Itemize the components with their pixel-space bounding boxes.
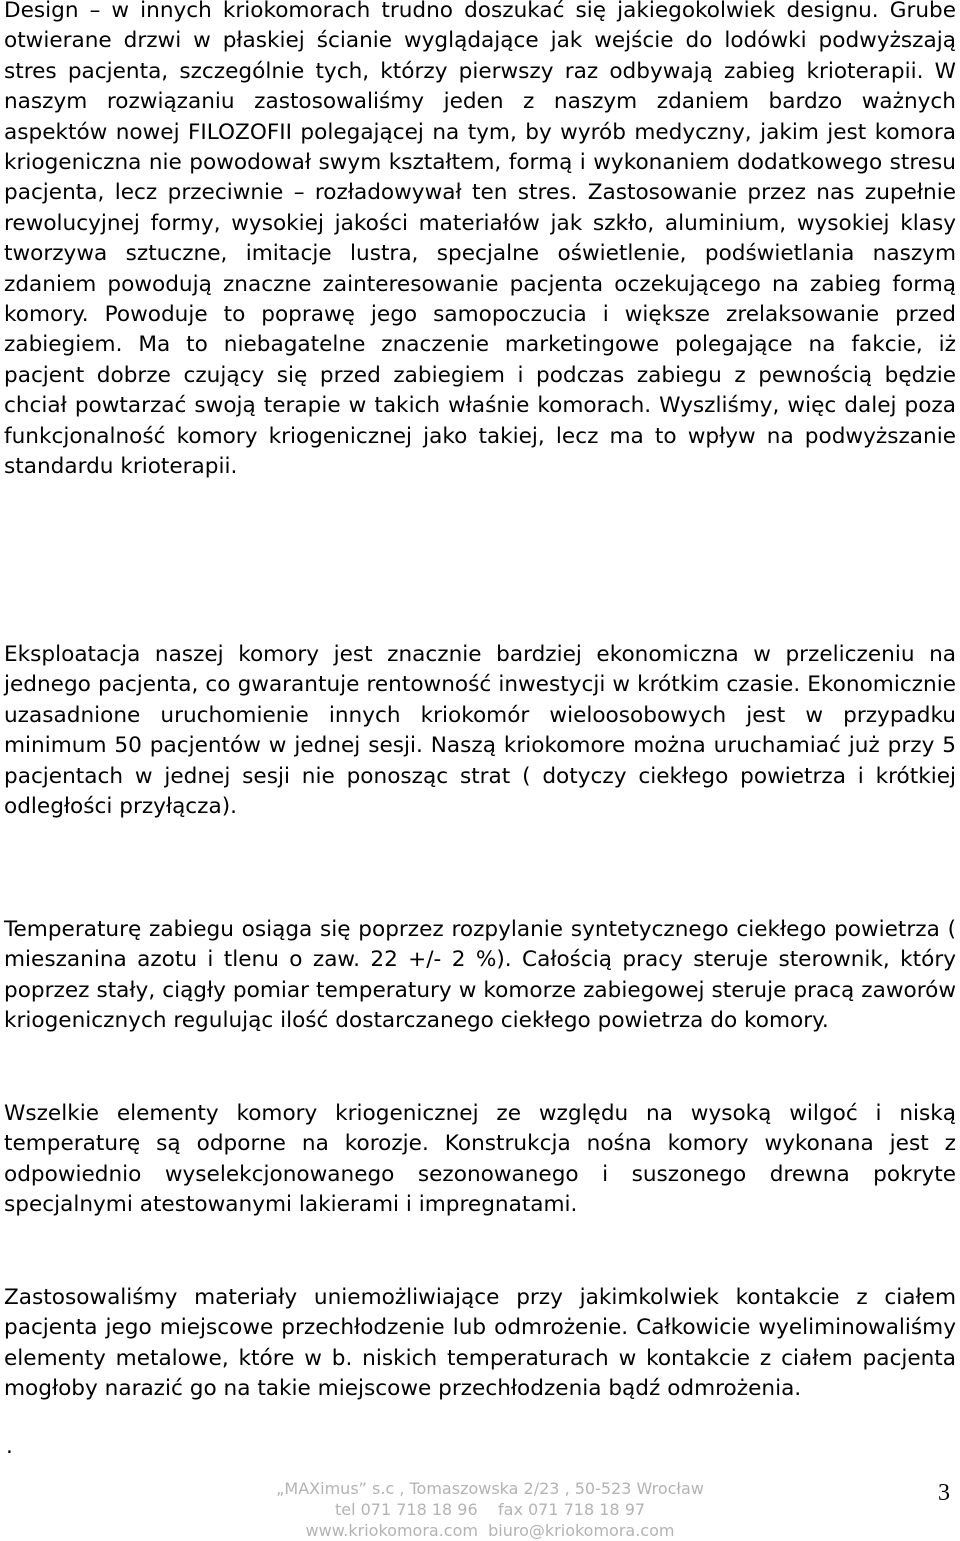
paragraph-economics: Eksploatacja naszej komory jest znacznie bardziej ekonomiczna w przeliczeniu na jednego pacjenta, co gwarantuje rentowność inwestycji w krótkim czasie. Ekonomicznie uzasadnione uruchomienie innych kriokomór wieloosobowych jest w przypadku minimum 50 pacjentów w jednej sesji. Naszą kriokomore można uruchamiać już przy 5 pacjentach w jednej sesji nie ponosząc strat ( dotyczy ciekłego powietrza i krótkiej odległości przyłącza).	[4, 642, 956, 820]
paragraph-temperature: Temperaturę zabiegu osiąga się poprzez rozpylanie syntetycznego ciekłego powietrza ( mieszanina azotu i tlenu o zaw. 22 +/- 2 %). Całością pracy steruje sterownik, który poprzez stały, ciągły pomiar temperatury w komorze zabiegowej steruje pracą zaworów kriogenicznych regulując ilość dostarczanego ciekłego powietrza do komory.	[4, 917, 956, 1034]
footer-web-email: www.kriokomora.com biuro@kriokomora.com	[305, 1521, 675, 1540]
footer-company-address: „MAXimus” s.c , Tomaszowska 2/23 , 50-523 Wrocław	[276, 1479, 704, 1498]
paragraph-corrosion: Wszelkie elementy komory kriogenicznej ze względu na wysoką wilgoć i niską temperaturę są odporne na korozje. Konstrukcja nośna komory wykonana jest z odpowiednio wyselekcjonowanego sezonowanego i suszonego drewna pokryte specjalnymi atestowanymi lakierami i impregnatami.	[4, 1101, 956, 1218]
page-number: 3	[938, 1480, 950, 1506]
footer-phone-fax: tel 071 718 18 96 fax 071 718 18 97	[334, 1500, 646, 1519]
page-footer	[200, 1478, 780, 1541]
trailing-period: .	[6, 1434, 13, 1459]
paragraph-materials: Zastosowaliśmy materiały uniemożliwiające przy jakimkolwiek kontakcie z ciałem pacjenta jego miejscowe przechłodzenie lub odmrożenie. Całkowicie wyeliminowaliśmy elementy metalowe, które w b. niskich temperaturach w kontakcie z ciałem pacjenta mogłoby narazić go na takie miejscowe przechłodzenia bądź odmrożenia.	[4, 1285, 956, 1402]
paragraph-design: Design – w innych kriokomorach trudno doszukać się jakiegokolwiek designu. Grube otwierane drzwi w płaskiej ścianie wyglądające jak wejście do lodówki podwyższają stres pacjenta, szczególnie tych, którzy pierwszy raz odbywają zabieg krioterapii. W naszym rozwiązaniu zastosowaliśmy jeden z naszym zdaniem bardzo ważnych aspektów nowej FILOZOFII polegającej na tym, by wyrób medyczny, jakim jest komora kriogeniczna nie powodował swym kształtem, formą i wykonaniem dodatkowego stresu pacjenta, lecz przeciwnie – rozładowywał ten stres. Zastosowanie przez nas zupełnie rewolucyjnej formy, wysokiej jakości materiałów jak szkło, aluminium, wysokiej klasy tworzywa sztuczne, imitacje lustra, specjalne oświetlenie, podświetlania naszym zdaniem powodują znaczne zainteresowanie pacjenta oczekującego na zabieg formą komory. Powoduje to poprawę jego samopoczucia i większe zrelaksowanie przed zabiegiem. Ma to niebagatelne znaczenie marketingowe polegające na fakcie, iż pacjent dobrze czujący się przed zabiegiem i podczas zabiegu z pewnością będzie chciał powtarzać swoją terapie w takich właśnie komorach. Wyszliśmy, więc dalej poza funkcjonalność komory kriogenicznej jako takiej, lecz ma to wpływ na podwyższanie standardu krioterapii.	[4, 0, 956, 480]
